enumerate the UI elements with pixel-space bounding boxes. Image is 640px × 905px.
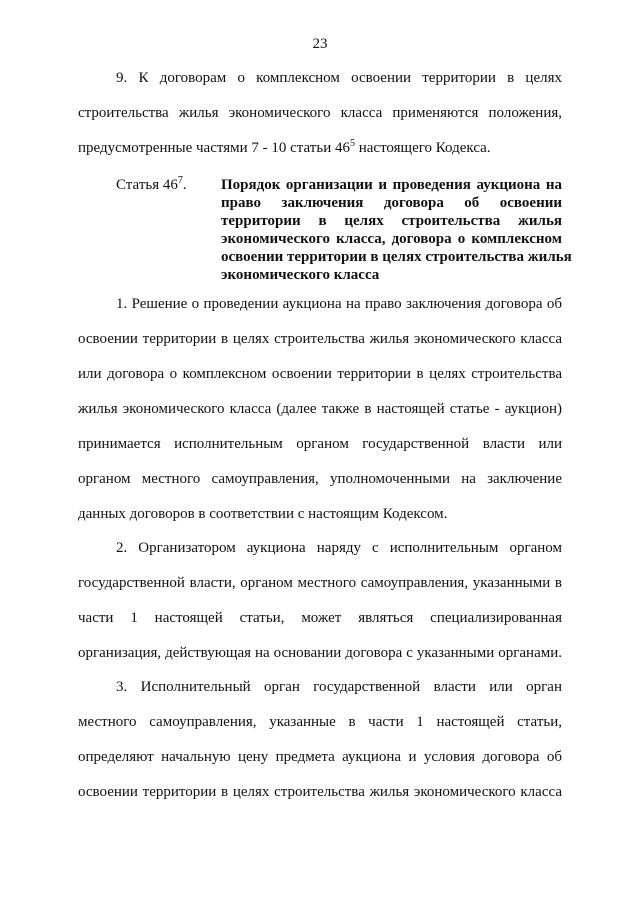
article-title-line: освоении территории в целях строительства жилья [221,249,572,265]
paragraph-line: жилья экономического класса (далее также в настоящей статье - аукцион) [78,401,562,417]
paragraph-9 [78,61,562,166]
paragraph-line: данных договоров в соответствии с настоящим Кодексом. [78,506,448,522]
article-title-line: территории в целях строительства жилья [221,213,562,229]
article-title-line: экономического класса, договора о комплексном [221,231,562,247]
article-label-superscript: 7 [177,175,183,186]
paragraph-line: строительства жилья экономического класса применяются положения, [78,105,562,121]
article-title-line: Порядок организации и проведения аукциона на [221,177,562,193]
paragraph-line-text: предусмотренные частями 7 - 10 статьи 46 [78,140,350,156]
article-label [116,176,216,194]
article-title-line: экономического класса [221,267,380,283]
paragraph-line: принимается исполнительным органом государственной власти или [78,436,562,452]
paragraph-line-text: настоящего Кодекса. [354,140,491,156]
article-title [221,176,572,284]
section-3 [78,670,562,810]
page-number: 23 [312,36,328,52]
paragraph-line: определяют начальную цену предмета аукциона и условия договора об [78,749,562,765]
paragraph-line [78,131,562,166]
superscript-index: 5 [349,138,355,149]
article-heading [116,175,572,286]
paragraph-line: государственной власти, органом местного самоуправления, указанными в [78,575,562,591]
article-label-text: Статья 46 [116,177,178,193]
paragraph-line: освоении территории в целях строительства жилья экономического класса [78,331,562,347]
paragraph-line: местного самоуправления, указанные в части 1 настоящей статьи, [78,714,562,730]
paragraph-line: 1. Решение о проведении аукциона на право заключения договора об [116,296,562,312]
article-label-suffix: . [182,177,187,193]
article-title-line: право заключения договора об освоении [221,195,562,211]
paragraph-line: органом местного самоуправления, уполномоченными на заключение [78,471,562,487]
paragraph-line: организация, действующая на основании договора с указанными органами. [78,645,562,661]
paragraph-line: или договора о комплексном освоении территории в целях строительства [78,366,562,382]
section-2 [78,531,562,671]
paragraph-line: 9. К договорам о комплексном освоении территории в целях [116,70,562,86]
paragraph-line: освоении территории в целях строительства жилья экономического класса [78,784,562,800]
paragraph-line: части 1 настоящей статьи, может являться специализированная [78,610,562,626]
paragraph-line: 3. Исполнительный орган государственной власти или орган [116,679,562,695]
paragraph-line: 2. Организатором аукциона наряду с исполнительным органом [116,540,562,556]
section-1 [78,287,562,532]
